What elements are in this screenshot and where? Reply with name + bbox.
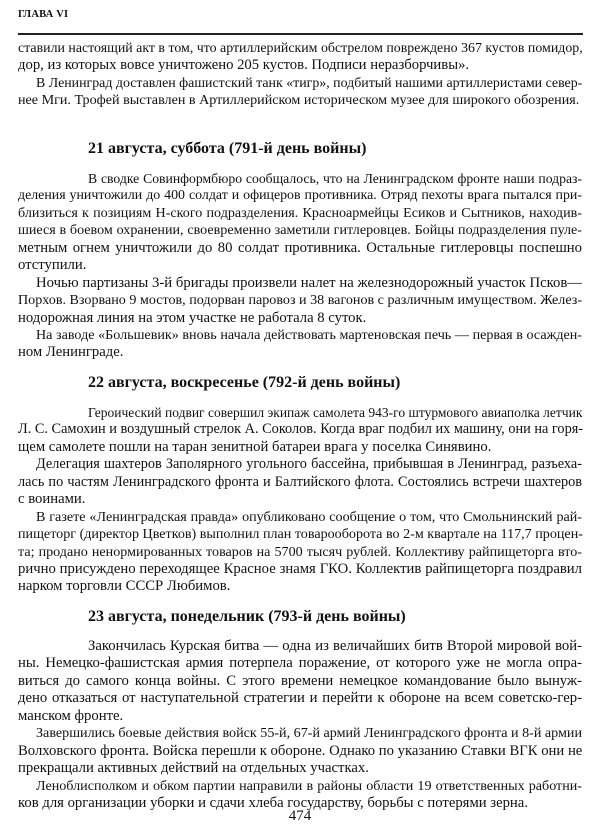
text-line: Закончилась Курская битва — одна из величайших битв Второй мировой вой- [88,638,582,654]
section-heading: 22 августа, воскресенье (792-й день войны) [88,374,401,391]
text-line: В газете «Ленинградская правда» опубликовано сообщение о том, что Смольнинский рай- [36,508,582,525]
text-line: Л. С. Самохин и воздушный стрелок А. Соколов. Когда враг подбил их машину, они на горя- [18,421,584,438]
page-number: 474 [288,808,312,824]
intro-text [18,40,582,110]
text-line: Ночью партизаны 3-й бригады произвели налет на железнодорожный участок Псков— [36,274,582,291]
text-line: рично присуждено переходящее Красное знамя ГКО. Коллектив райпищеторга поздравил [18,560,582,577]
text-line: дено отказаться от наступательной стратегии и перейти к обороне на всем советско-гер- [18,690,582,707]
text-line: деления уничтожили до 400 солдат и офицеров противника. Отряд пехоты врага пытался при- [18,188,582,204]
text-line: нарком торговли СССР Любимов. [18,578,231,595]
section-aug-21 [18,138,582,362]
text-line: шиеся в боевом охранении, своевременно заметили гитлеровцев. Бойцы подразделения пуле- [18,222,582,239]
text-line: Волховского фронта. Войска перешли к обороне. Однако по указанию Ставки ВГК они не [18,742,583,759]
text-line: отступили. [18,257,87,274]
section-aug-22 [18,372,582,596]
running-head: ГЛАВА VI [18,9,69,20]
text-line: прекращали активных действий на отдельных участках. [18,760,369,777]
text-line: виться до самого конца войны. С этого времени немецкое командование было вынуж- [18,672,582,689]
text-line: та; продано ненормированных товаров на 5700 тысяч рублей. Коллективу райпищеторга вто- [18,543,582,560]
text-line: нодорожная линия на этом участке не работала 8 суток. [18,309,367,326]
text-line: Леноблисполком и обком партии направили в районы области 19 ответственных работни- [36,777,582,794]
section-aug-23 [18,606,582,812]
text-line: близиться к позициям Н-ского подразделения. Красноармейцы Есиков и Сытников, находив- [18,204,582,221]
text-line: щем самолете пошли на таран зенитной батареи врага у поселка Синявино. [18,438,492,455]
text-line: ном Ленинграде. [18,344,124,361]
text-line: ны. Немецко-фашистская армия потерпела поражение, от которого уже не могла опра- [18,655,582,672]
text-line: метным огнем уничтожили до 80 солдат противника. Остальные гитлеровцы поспешно [18,239,582,256]
text-line: ставили настоящий акт в том, что артиллерийским обстрелом повреждено 367 кустов помидор, [18,41,583,56]
text-line: нее Мги. Трофей выставлен в Артиллерийском историческом музее для широкого обозрения. [18,92,580,109]
text-line: Делегация шахтеров Заполярного угольного бассейна, прибывшая в Ленинград, разъеха- [36,456,582,473]
text-line: манском фронте. [18,707,124,724]
text-line: В Ленинград доставлен фашистский танк «тигр», подбитый нашими артиллеристами север- [36,75,583,91]
text-line: дор, из которых вовсе уничтожено 205 кустов. Подписи неразборчивы». [18,57,470,74]
text-line: Завершились боевые действия войск 55-й, 67-й армий Ленинградского фронта и 8-й армии [36,725,582,742]
section-heading: 23 августа, понедельник (793-й день войны) [88,608,406,625]
text-line: Героический подвиг совершил экипаж самолета 943-го штурмового авиаполка летчик [88,405,583,420]
header-rule [18,33,583,35]
text-line: лась по частям Ленинградского фронта и Балтийского флота. Состоялись встречи шахтеров [18,473,582,490]
text-line: пищеторг (директор Цветков) выполнил план товарооборота во 2-м квартале на 117,7 процен- [18,526,583,543]
text-line: Порхов. Взорвано 9 мостов, подорван паровоз и 38 вагонов с различным имуществом. Желез- [18,292,583,309]
text-line: На заводе «Большевик» вновь начала действовать мартеновская печь — первая в осажден- [36,326,582,343]
text-line: ков для организации уборки и сдачи хлеба государству, борьбы с потерями зерна. [18,794,528,811]
section-heading: 21 августа, суббота (791-й день войны) [88,140,367,157]
text-line: с воинами. [18,491,86,508]
text-line: В сводке Совинформбюро сообщалось, что на Ленинградском фронте наши подраз- [88,171,582,186]
